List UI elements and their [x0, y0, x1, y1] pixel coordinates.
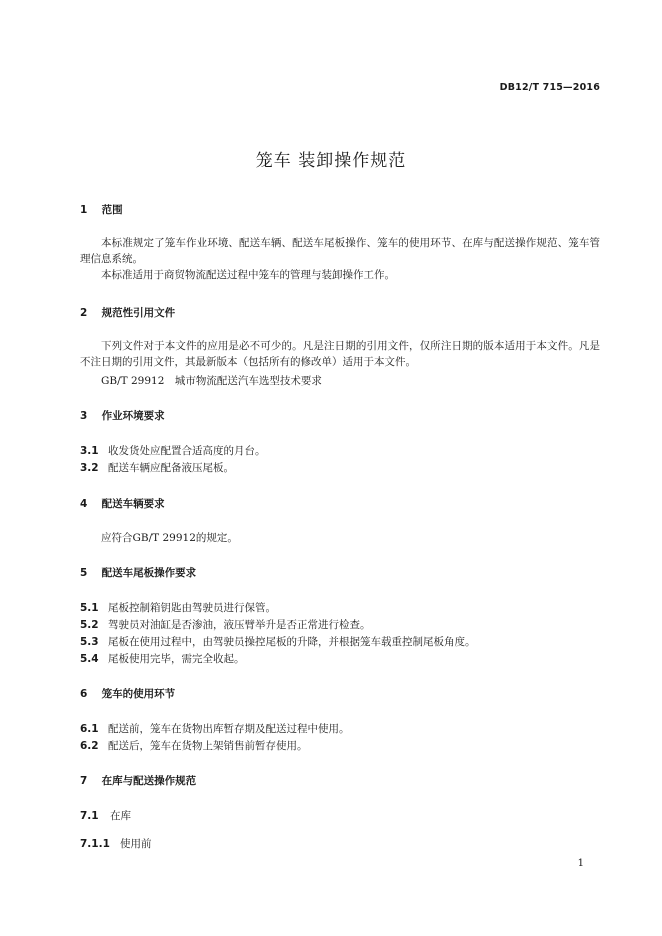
section-4-heading [80, 496, 165, 511]
section-1-paragraph-2: 本标准适用于商贸物流配送过程中笼车的管理与装卸操作工作。 [101, 269, 395, 281]
clause-text: 配送后，笼车在货物上架销售前暂存使用。 [108, 740, 308, 752]
clause-item [80, 617, 371, 632]
subsection-number: 7.1 [80, 810, 99, 822]
clause-text: 收发货处应配置合适高度的月台。 [108, 445, 266, 457]
clause-item [80, 443, 266, 458]
section-number: 2 [80, 307, 88, 319]
section-title: 笼车的使用环节 [101, 688, 176, 700]
section-number: 1 [80, 204, 88, 216]
section-title: 配送车尾板操作要求 [101, 567, 197, 579]
section-1-paragraph-1: 本标准规定了笼车作业环境、配送车辆、配送车尾板操作、笼车的使用环节、在库与配送操作规范、笼车管理信息系统。 [80, 237, 600, 265]
section-7-heading [80, 773, 196, 788]
section-number: 4 [80, 498, 88, 510]
section-3-heading [80, 408, 165, 423]
clause-text: 配送前，笼车在货物出库暂存期及配送过程中使用。 [108, 723, 350, 735]
clause-number: 5.4 [80, 653, 99, 665]
subsection-title: 在库 [110, 810, 131, 822]
standard-code: DB12/T 715—2016 [499, 82, 600, 93]
clause-number: 3.2 [80, 462, 99, 474]
section-title: 在库与配送操作规范 [101, 775, 197, 787]
clause-item [80, 460, 234, 475]
clause-item [80, 651, 245, 666]
subsection-7-1 [80, 808, 131, 823]
page-number: 1 [577, 858, 584, 869]
clause-number: 5.3 [80, 636, 99, 648]
section-1-heading [80, 202, 123, 217]
clause-number: 5.2 [80, 619, 99, 631]
section-number: 7 [80, 775, 88, 787]
clause-text: 驾驶员对油缸是否渗油，液压臂举升是否正常进行检查。 [108, 619, 371, 631]
section-2-heading [80, 305, 175, 320]
subsection-7-1-1 [80, 836, 152, 851]
clause-text: 尾板使用完毕，需完全收起。 [108, 653, 245, 665]
section-4-paragraph: 应符合GB/T 29912的规定。 [101, 532, 238, 544]
section-number: 6 [80, 688, 88, 700]
section-title: 配送车辆要求 [101, 498, 165, 510]
section-title: 规范性引用文件 [101, 307, 176, 319]
clause-number: 3.1 [80, 445, 99, 457]
normative-reference: GB/T 29912 城市物流配送汽车选型技术要求 [101, 375, 322, 387]
section-title: 作业环境要求 [101, 410, 165, 422]
clause-text: 尾板在使用过程中，由驾驶员操控尾板的升降，并根据笼车载重控制尾板角度。 [108, 636, 476, 648]
section-number: 5 [80, 567, 88, 579]
section-number: 3 [80, 410, 88, 422]
subsection-number: 7.1.1 [80, 838, 110, 850]
clause-text: 配送车辆应配备液压尾板。 [108, 462, 234, 474]
section-title: 范围 [101, 204, 123, 216]
clause-text: 尾板控制箱钥匙由驾驶员进行保管。 [108, 602, 276, 614]
subsection-title: 使用前 [120, 838, 152, 850]
section-2-paragraph: 下列文件对于本文件的应用是必不可少的。凡是注日期的引用文件，仅所注日期的版本适用于本文件。凡是不注日期的引用文件，其最新版本（包括所有的修改单）适用于本文件。 [80, 340, 600, 368]
clause-number: 6.2 [80, 740, 99, 752]
clause-item [80, 738, 308, 753]
clause-item [80, 721, 350, 736]
clause-number: 5.1 [80, 602, 99, 614]
document-title: 笼车 装卸操作规范 [255, 151, 407, 171]
clause-item [80, 634, 476, 649]
section-6-heading [80, 686, 175, 701]
section-5-heading [80, 565, 196, 580]
clause-item [80, 600, 276, 615]
clause-number: 6.1 [80, 723, 99, 735]
